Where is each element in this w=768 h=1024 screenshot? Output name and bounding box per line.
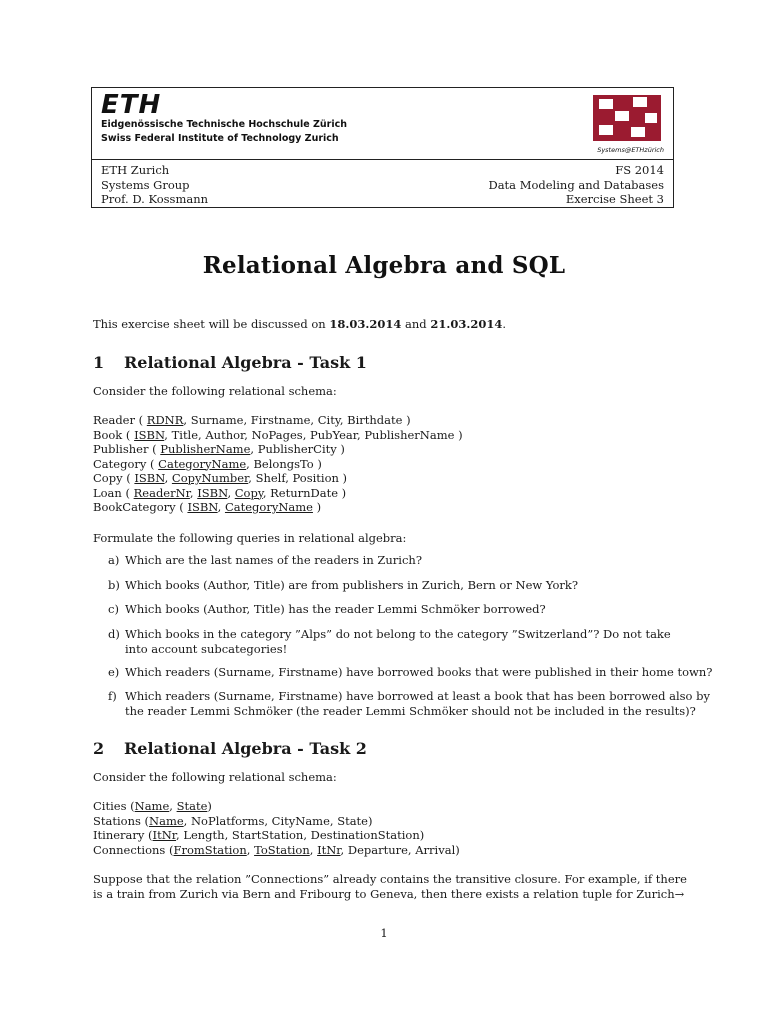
question-line xyxy=(108,689,710,704)
primary-key-attribute: CategoryName xyxy=(224,500,313,514)
header-left-block xyxy=(101,163,208,207)
primary-key-attribute: FromStation xyxy=(173,842,247,857)
question-line xyxy=(108,553,422,568)
header-left-line: ETH Zurich xyxy=(101,163,170,177)
schema-relation xyxy=(93,814,460,829)
header-right-line: FS 2014 xyxy=(615,163,664,177)
section-1-heading xyxy=(93,353,367,372)
intro-suffix: . xyxy=(502,317,506,331)
question-label: f) xyxy=(108,689,117,703)
section-2-heading xyxy=(93,739,367,758)
relation-name: Cities ( xyxy=(93,799,135,813)
question-text: into account subcategories! xyxy=(125,641,288,656)
suppose-line: is a train from Zurich via Bern and Fribourg to Geneva, then there exists a relation tuple for Zurich→ xyxy=(93,886,685,901)
header-right-line: Data Modeling and Databases xyxy=(488,177,664,192)
relation-attributes: , BelongsTo ) xyxy=(246,456,322,471)
header-box xyxy=(91,87,674,208)
primary-key-attribute: ItNr xyxy=(317,842,341,857)
question-line xyxy=(108,602,546,617)
question-text: Which readers (Surname, Firstname) have borrowed books that were published in their home town? xyxy=(125,665,713,679)
primary-key-attribute: RDNR xyxy=(146,413,184,427)
header-right-block xyxy=(488,163,664,207)
relation-attributes: ) xyxy=(312,500,322,514)
section-1-title: Relational Algebra - Task 1 xyxy=(124,353,367,372)
primary-key-attribute: CategoryName xyxy=(158,456,247,471)
question-text: Which are the last names of the readers in Zurich? xyxy=(125,553,422,567)
question-label: a) xyxy=(108,553,120,567)
relation-attributes: , Shelf, Position ) xyxy=(248,471,348,485)
intro-middle: and xyxy=(401,317,431,331)
section-1-consider: Consider the following relational schema: xyxy=(93,384,337,398)
suppose-line: Suppose that the relation ”Connections” already contains the transitive closure. For example, if there xyxy=(93,872,687,886)
relation-name: Reader ( xyxy=(93,413,147,427)
section-2-consider: Consider the following relational schema: xyxy=(93,770,337,784)
question-text: Which books (Author, Title) are from publishers in Zurich, Bern or New York? xyxy=(125,578,579,592)
relation-attributes: , Title, Author, NoPages, PubYear, PublisherName ) xyxy=(164,427,463,442)
discussion-date-1: 18.03.2014 xyxy=(329,317,402,331)
institution-english: Swiss Federal Institute of Technology Zurich xyxy=(101,133,339,144)
question-line xyxy=(108,704,710,719)
relation-attributes: , ReturnDate ) xyxy=(262,485,347,500)
question-label: b) xyxy=(108,578,120,592)
relation-attributes: , Surname, Firstname, City, Birthdate ) xyxy=(183,413,411,427)
primary-key-attribute: CopyNumber xyxy=(171,471,249,485)
question-label: e) xyxy=(108,665,120,679)
question-item xyxy=(108,602,546,617)
schema-relation: BookCategory ( ISBN, CategoryName ) xyxy=(93,500,322,514)
page-number: 1 xyxy=(380,926,388,940)
question-item xyxy=(108,689,710,718)
relation-attributes: ) xyxy=(207,799,212,813)
schema-relation xyxy=(93,413,463,428)
section-2-number: 2 xyxy=(93,739,105,758)
discussion-date-2: 21.03.2014 xyxy=(430,317,503,331)
section-2-schema xyxy=(93,799,460,857)
header-divider xyxy=(92,159,673,160)
schema-relation xyxy=(93,442,463,457)
section-2-title: Relational Algebra - Task 2 xyxy=(124,739,367,758)
relation-name: Book ( xyxy=(93,427,135,442)
relation-attributes: , Length, StartStation, DestinationStation) xyxy=(176,828,425,842)
header-right-line: Exercise Sheet 3 xyxy=(565,192,664,206)
relation-attributes: , NoPlatforms, CityName, State) xyxy=(183,813,373,828)
question-item xyxy=(108,665,712,680)
question-text: the reader Lemmi Schmöker (the reader Lemmi Schmöker should not be included in the results)? xyxy=(125,703,696,718)
primary-key-attribute: Copy xyxy=(234,485,263,500)
primary-key-attribute: Name xyxy=(149,813,184,828)
question-label: d) xyxy=(108,627,120,641)
relation-attributes: , PublisherCity ) xyxy=(250,442,345,456)
section-1-number: 1 xyxy=(93,353,105,372)
document-title: Relational Algebra and SQL xyxy=(202,252,566,279)
relation-name: Copy ( xyxy=(93,471,135,485)
header-left-line: Systems Group xyxy=(101,177,190,192)
section-1-schema xyxy=(93,413,463,515)
primary-key-attribute: ISBN xyxy=(187,500,218,514)
institution-german: Eidgenössische Technische Hochschule Zürich xyxy=(101,119,347,130)
primary-key-attribute: ReaderNr xyxy=(133,485,190,500)
primary-key-attribute: ISBN xyxy=(134,471,165,485)
relation-attributes: , Departure, Arrival) xyxy=(340,842,460,857)
primary-key-attribute: ToStation xyxy=(254,842,310,857)
primary-key-attribute: State xyxy=(176,799,208,813)
relation-name: Loan ( xyxy=(93,485,134,500)
relation-name: Category ( xyxy=(93,456,159,471)
question-text: Which books (Author, Title) has the reader Lemmi Schmöker borrowed? xyxy=(125,602,546,616)
schema-relation: Cities (Name, State) xyxy=(93,799,212,813)
question-line xyxy=(108,627,671,642)
primary-key-attribute: ItNr xyxy=(152,828,177,842)
schema-relation: Loan ( ReaderNr, ISBN, Copy, ReturnDate ) xyxy=(93,485,347,500)
question-line xyxy=(108,578,578,593)
header-left-line: Prof. D. Kossmann xyxy=(101,192,209,206)
section-2-suppose xyxy=(93,872,687,901)
question-text: Which readers (Surname, Firstname) have borrowed at least a book that has been borrowed also by xyxy=(125,689,710,703)
relation-name: Itinerary ( xyxy=(93,828,153,842)
schema-relation: Copy ( ISBN, CopyNumber, Shelf, Position ) xyxy=(93,471,348,485)
primary-key-attribute: ISBN xyxy=(197,485,228,500)
systems-logo-caption: Systems@ETHzürich xyxy=(597,146,664,154)
schema-relation: Connections (FromStation, ToStation, ItNr, Departure, Arrival) xyxy=(93,842,460,857)
intro-paragraph xyxy=(93,317,506,332)
intro-prefix: This exercise sheet will be discussed on xyxy=(93,317,330,331)
question-label: c) xyxy=(108,602,119,616)
relation-name: Publisher ( xyxy=(93,442,161,456)
schema-relation xyxy=(93,428,463,443)
relation-name: Stations ( xyxy=(93,813,150,828)
question-line xyxy=(108,665,712,680)
question-item xyxy=(108,627,671,656)
primary-key-attribute: ISBN xyxy=(134,427,165,442)
question-item xyxy=(108,578,578,593)
relation-name: BookCategory ( xyxy=(93,500,188,514)
primary-key-attribute: Name xyxy=(134,799,170,813)
question-line xyxy=(108,642,671,657)
schema-relation xyxy=(93,457,463,472)
systems-group-logo-icon xyxy=(589,91,665,145)
eth-logo: ETH xyxy=(101,90,162,120)
question-item xyxy=(108,553,422,568)
section-1-formulate: Formulate the following queries in relational algebra: xyxy=(93,531,407,545)
question-text: Which books in the category ”Alps” do not belong to the category ”Switzerland”? Do not take xyxy=(125,627,671,641)
relation-name: Connections ( xyxy=(93,842,174,857)
primary-key-attribute: PublisherName xyxy=(160,442,251,456)
schema-relation xyxy=(93,828,460,843)
